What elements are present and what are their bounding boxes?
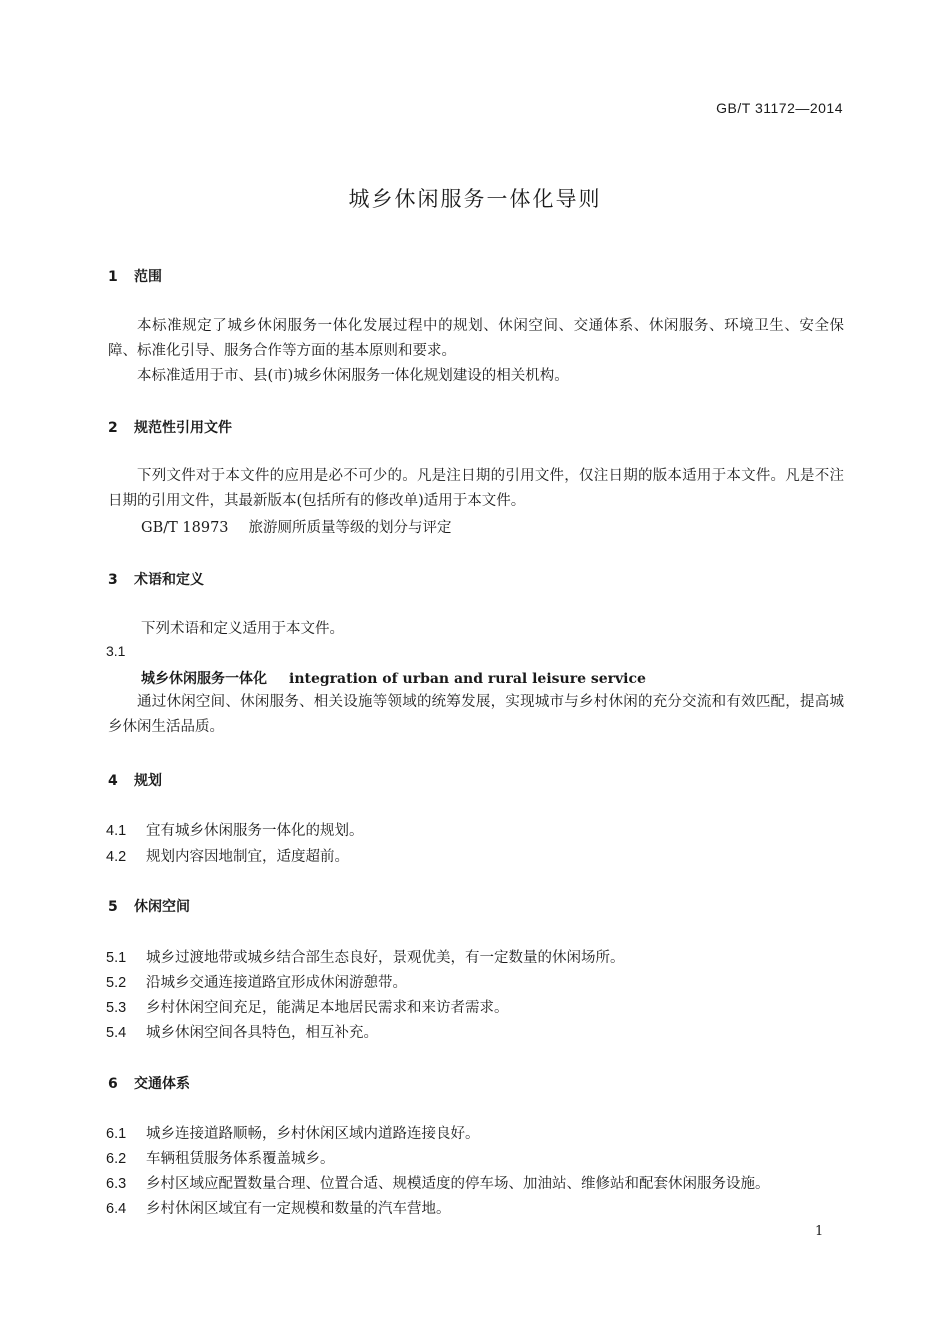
clause-number: 5.3 bbox=[106, 1000, 127, 1016]
clause-text: 城乡休闲空间各具特色，相互补充。 bbox=[146, 1025, 378, 1041]
section-title: 规划 bbox=[134, 773, 162, 789]
clause-4-1 bbox=[106, 819, 364, 840]
clause-number: 5.2 bbox=[106, 975, 127, 991]
reference-title: 旅游厕所质量等级的划分与评定 bbox=[248, 520, 452, 536]
section-5-heading bbox=[108, 896, 190, 916]
clause-number: 6.1 bbox=[106, 1126, 127, 1142]
clause-text: 规划内容因地制宜，适度超前。 bbox=[146, 849, 349, 865]
clause-text: 沿城乡交通连接道路宜形成休闲游憩带。 bbox=[146, 975, 407, 991]
page-number: 1 bbox=[815, 1224, 824, 1239]
term-number: 3.1 bbox=[106, 643, 126, 659]
clause-5-4 bbox=[106, 1021, 378, 1042]
clause-number: 4.1 bbox=[106, 823, 127, 839]
section-number: 2 bbox=[108, 420, 118, 436]
clause-number: 6.4 bbox=[106, 1201, 127, 1217]
clause-6-1 bbox=[106, 1122, 480, 1143]
clause-5-2 bbox=[106, 971, 407, 992]
clause-number: 5.4 bbox=[106, 1025, 127, 1041]
clause-number: 4.2 bbox=[106, 849, 127, 865]
section-1-paragraph-1: 本标准规定了城乡休闲服务一体化发展过程中的规划、休闲空间、交通体系、休闲服务、环境卫生、安全保障、标准化引导、服务合作等方面的基本原则和要求。 bbox=[108, 318, 844, 359]
clause-number: 5.1 bbox=[106, 950, 127, 966]
section-6-heading bbox=[108, 1073, 190, 1093]
normative-reference bbox=[141, 516, 452, 537]
section-title: 休闲空间 bbox=[134, 899, 190, 915]
clause-text: 乡村区域应配置数量合理、位置合适、规模适度的停车场、加油站、维修站和配套休闲服务设施。 bbox=[146, 1176, 770, 1192]
document-title: 城乡休闲服务一体化导则 bbox=[348, 187, 602, 211]
clause-text: 车辆租赁服务体系覆盖城乡。 bbox=[146, 1151, 335, 1167]
clause-number: 6.3 bbox=[106, 1176, 127, 1192]
section-2-heading bbox=[108, 417, 232, 437]
section-title: 交通体系 bbox=[134, 1076, 190, 1092]
section-number: 6 bbox=[108, 1076, 118, 1092]
section-number: 5 bbox=[108, 899, 118, 915]
term-entry bbox=[141, 668, 646, 688]
clause-text: 城乡连接道路顺畅，乡村休闲区域内道路连接良好。 bbox=[146, 1126, 480, 1142]
section-3-heading bbox=[108, 569, 204, 589]
section-4-heading bbox=[108, 770, 162, 790]
clause-6-4 bbox=[106, 1197, 451, 1218]
standard-code: GB/T 31172—2014 bbox=[716, 100, 843, 116]
clause-text: 乡村休闲区域宜有一定规模和数量的汽车营地。 bbox=[146, 1201, 451, 1217]
section-1-paragraph-2: 本标准适用于市、县(市)城乡休闲服务一体化规划建设的相关机构。 bbox=[137, 368, 569, 384]
term-english: integration of urban and rural leisure service bbox=[289, 671, 646, 687]
clause-4-2 bbox=[106, 845, 349, 866]
section-title: 术语和定义 bbox=[134, 572, 204, 588]
clause-6-3 bbox=[106, 1172, 770, 1193]
term-chinese: 城乡休闲服务一体化 bbox=[141, 671, 267, 687]
clause-5-3 bbox=[106, 996, 509, 1017]
term-definition: 通过休闲空间、休闲服务、相关设施等领域的统筹发展，实现城市与乡村休闲的充分交流和有效匹配，提高城乡休闲生活品质。 bbox=[108, 694, 844, 735]
section-number: 1 bbox=[108, 269, 118, 285]
clause-number: 6.2 bbox=[106, 1151, 127, 1167]
section-title: 规范性引用文件 bbox=[134, 420, 232, 436]
section-1-heading bbox=[108, 266, 162, 286]
section-title: 范围 bbox=[134, 269, 162, 285]
section-2-paragraph: 下列文件对于本文件的应用是必不可少的。凡是注日期的引用文件，仅注日期的版本适用于本文件。凡是不注日期的引用文件，其最新版本(包括所有的修改单)适用于本文件。 bbox=[108, 468, 844, 509]
reference-code: GB/T 18973 bbox=[141, 520, 229, 536]
section-3-intro: 下列术语和定义适用于本文件。 bbox=[141, 621, 344, 637]
clause-6-2 bbox=[106, 1147, 335, 1168]
clause-text: 宜有城乡休闲服务一体化的规划。 bbox=[146, 823, 364, 839]
section-number: 3 bbox=[108, 572, 118, 588]
section-number: 4 bbox=[108, 773, 118, 789]
clause-5-1 bbox=[106, 946, 625, 967]
clause-text: 乡村休闲空间充足，能满足本地居民需求和来访者需求。 bbox=[146, 1000, 509, 1016]
clause-text: 城乡过渡地带或城乡结合部生态良好，景观优美，有一定数量的休闲场所。 bbox=[146, 950, 625, 966]
